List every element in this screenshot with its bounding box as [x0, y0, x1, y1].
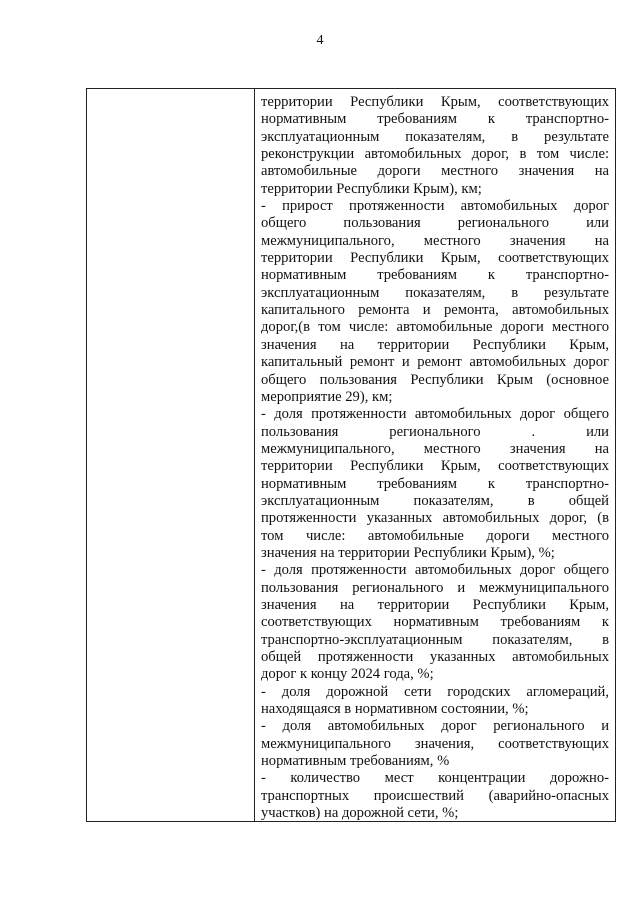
text-line: транспортных происшествий (аварийно-опасных	[261, 787, 609, 804]
text-line: общего пользования регионального или	[261, 215, 609, 232]
text-line: нормативным требованиям к транспортно-	[261, 475, 609, 492]
page-number: 4	[316, 33, 324, 48]
text-line: соответствующих нормативным требованиям к	[261, 614, 609, 631]
text-line: участков) на дорожной сети, %;	[261, 805, 459, 822]
text-line: эксплуатационным показателям, в результате	[261, 128, 609, 145]
indicator-paragraph	[261, 406, 609, 562]
text-line: нормативным требованиям, %	[261, 753, 450, 770]
text-line: - доля протяженности автомобильных дорог общего	[261, 562, 609, 579]
text-line: территории Республики Крым, соответствующих	[261, 250, 609, 267]
text-line: значения на территории Республики Крым,	[261, 596, 609, 613]
text-line: эксплуатационным показателям, в результате	[261, 284, 609, 301]
text-line: межмуниципального, местного значения на	[261, 232, 609, 249]
text-line: капитальный ремонт и ремонт автомобильных дорог	[261, 354, 609, 371]
text-line: реконструкции автомобильных дорог, в том числе:	[261, 146, 609, 163]
text-line: общей протяженности указанных автомобильных	[261, 649, 609, 665]
text-line: общего пользования Республики Крым (основное	[261, 371, 609, 388]
text-line: том числе: автомобильные дороги местного	[261, 527, 609, 544]
text-line: транспортно-эксплуатационным показателям, в	[261, 631, 609, 648]
text-line: территории Республики Крым), км;	[261, 180, 482, 197]
indicator-table	[86, 88, 616, 822]
text-line: мероприятие 29), км;	[261, 388, 393, 405]
text-line: - прирост протяженности автомобильных дорог	[261, 198, 609, 215]
indicator-paragraph	[261, 198, 609, 406]
indicator-paragraph	[261, 562, 609, 683]
text-line: территории Республики Крым, соответствующих	[261, 458, 609, 475]
text-line: эксплуатационным показателям, в общей	[261, 492, 609, 509]
text-line: - количество мест концентрации дорожно-	[261, 770, 609, 787]
indicator-paragraph	[261, 94, 609, 198]
indicators-cell	[261, 94, 609, 822]
text-line: находящаяся в нормативном состоянии, %;	[261, 701, 529, 718]
text-line: - доля автомобильных дорог регионального и	[261, 718, 609, 735]
text-line: нормативным требованиям к транспортно-	[261, 267, 609, 284]
indicator-paragraph	[261, 718, 609, 770]
text-line: автомобильные дороги местного значения на	[261, 163, 609, 180]
text-line: - доля протяженности автомобильных дорог общего	[261, 406, 609, 423]
text-line: значения на территории Республики Крым), %;	[261, 544, 555, 561]
text-line: территории Республики Крым, соответствующих	[261, 94, 609, 110]
text-line: - доля дорожной сети городских агломераций,	[261, 683, 609, 700]
text-line: межмуниципального значения, соответствующих	[261, 735, 609, 752]
text-line: дорог к концу 2024 года, %;	[261, 666, 434, 683]
text-line: межмуниципального, местного значения на	[261, 440, 609, 457]
text-line: протяженности указанных автомобильных дорог, (в	[261, 510, 609, 527]
column-divider	[254, 89, 255, 821]
indicator-paragraph	[261, 684, 609, 719]
text-line: дорог,(в том числе: автомобильные дороги местного	[261, 319, 609, 336]
text-line: капитального ремонта и ремонта, автомобильных	[261, 302, 609, 319]
text-line: пользования регионального . или	[261, 423, 609, 440]
text-line: нормативным требованиям к транспортно-	[261, 111, 609, 128]
indicator-paragraph	[261, 770, 609, 822]
text-line: пользования регионального и межмуниципального	[261, 579, 609, 596]
text-line: значения на территории Республики Крым,	[261, 336, 609, 353]
